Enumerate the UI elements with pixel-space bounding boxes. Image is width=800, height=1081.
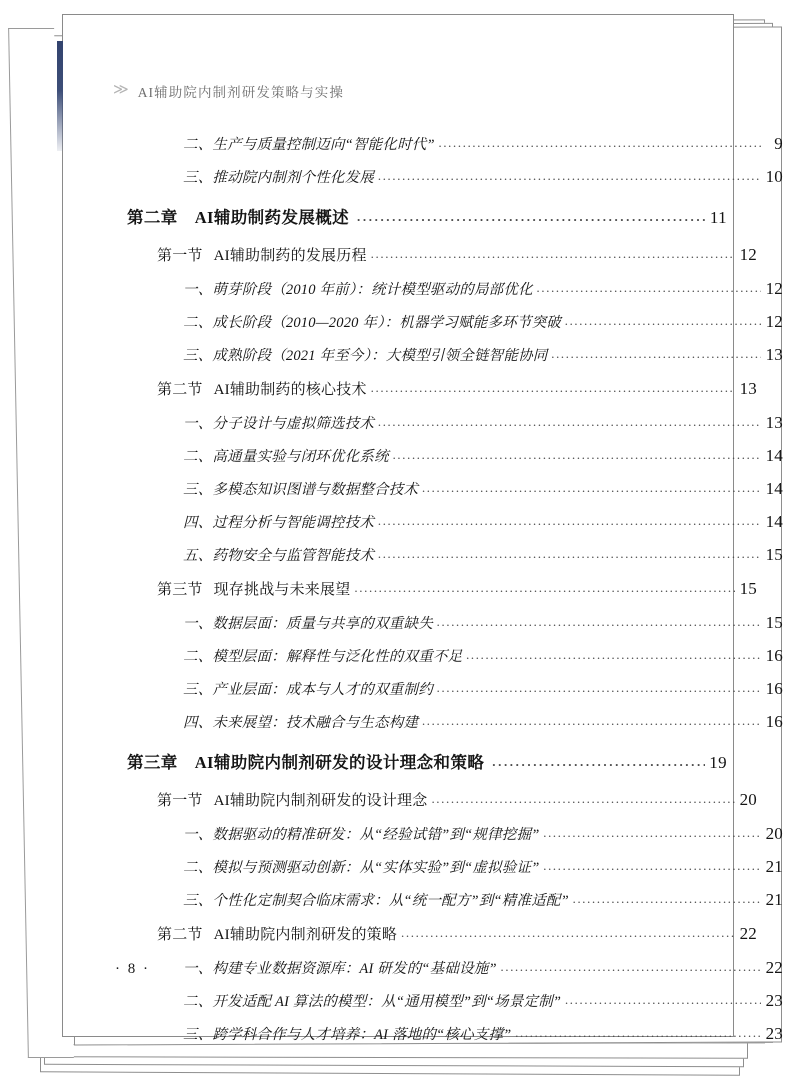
toc-entry-label [183,445,389,466]
toc-leader-dots [492,754,705,770]
table-of-contents [113,133,783,1056]
toc-entry-label [183,990,561,1011]
toc-entry-title: AI辅助制药的发展历程 [213,248,367,264]
toc-entry-page-number: 13 [739,379,757,398]
toc-entry-label [183,823,539,844]
toc-entry-item[interactable] [183,478,783,499]
toc-leader-dots [466,647,761,663]
toc-entry-label [183,856,539,877]
toc-entry-page-number: 10 [765,167,783,186]
toc-entry-item[interactable] [183,856,783,877]
toc-entry-label [183,133,435,154]
toc-entry-number: 第二节 [157,927,203,943]
toc-entry-number: 第三节 [157,582,203,598]
toc-entry-section[interactable] [157,244,757,265]
toc-entry-item[interactable] [183,344,783,365]
toc-entry-page-number: 16 [765,712,783,731]
toc-leader-dots [378,546,761,562]
toc-entry-page-number: 12 [765,312,783,331]
toc-entry-title: 二、高通量实验与闭环优化系统 [183,449,389,465]
toc-entry-title: 二、开发适配 AI 算法的模型：从“通用模型”到“场景定制” [183,994,562,1010]
toc-entry-section[interactable] [157,923,757,944]
toc-entry-item[interactable] [183,990,783,1011]
toc-leader-dots [354,580,735,596]
toc-entry-item[interactable] [183,133,783,154]
toc-entry-label [183,544,374,565]
toc-entry-title: 三、推动院内制剂个性化发展 [183,170,375,186]
toc-entry-section[interactable] [157,789,757,810]
toc-entry-label [127,204,349,228]
toc-entry-title: AI辅助制药发展概述 [194,208,350,227]
toc-entry-title: 三、跨学科合作与人才培养：AI 落地的“核心支撑” [183,1027,512,1043]
toc-entry-label [183,278,533,299]
page-folio: · 8 · [115,961,150,977]
toc-entry-title: 一、萌芽阶段（2010 年前）：统计模型驱动的局部优化 [183,282,533,298]
toc-entry-title: 三、产业层面：成本与人才的双重制约 [183,682,433,698]
running-header [113,81,693,101]
toc-entry-page-number: 19 [709,753,727,772]
toc-entry-page-number: 16 [765,646,783,665]
toc-entry-title: 四、过程分析与智能调控技术 [183,515,375,531]
toc-entry-title: 二、成长阶段（2010—2020 年）：机器学习赋能多环节突破 [183,315,561,331]
toc-leader-dots [565,992,761,1008]
toc-entry-title: 三、个性化定制契合临床需求：从“统一配方”到“精准适配” [183,893,569,909]
toc-leader-dots [437,614,761,630]
toc-entry-title: 一、分子设计与虚拟筛选技术 [183,416,375,432]
toc-leader-dots [393,447,761,463]
toc-entry-label [127,749,484,773]
toc-entry-label [157,923,397,944]
toc-entry-title: AI辅助院内制剂研发的设计理念和策略 [194,753,485,772]
left-edge-color-strip [57,41,63,151]
toc-entry-item[interactable] [183,445,783,466]
toc-page [62,14,783,1043]
toc-entry-page-number: 23 [765,1024,783,1043]
toc-entry-page-number: 11 [709,208,727,227]
double-chevron-right-icon: ≫ [113,81,127,98]
toc-entry-label [183,678,433,699]
toc-entry-label [183,511,374,532]
toc-entry-item[interactable] [183,889,783,910]
toc-entry-title: 三、成熟阶段（2021 年至今）：大模型引领全链智能协同 [183,348,548,364]
toc-entry-page-number: 20 [739,790,757,809]
toc-entry-page-number: 22 [765,958,783,977]
toc-leader-dots [422,480,761,496]
toc-entry-item[interactable] [183,1023,783,1044]
toc-entry-page-number: 13 [765,413,783,432]
toc-entry-number: 第二章 [127,208,178,227]
toc-leader-dots [543,825,761,841]
toc-entry-label [183,1023,511,1044]
toc-entry-item[interactable] [183,311,783,332]
toc-entry-label [183,166,374,187]
toc-leader-dots [501,959,761,975]
toc-entry-title: 一、数据层面：质量与共享的双重缺失 [183,616,433,632]
toc-leader-dots [378,168,761,184]
toc-leader-dots [515,1025,761,1041]
toc-entry-label [157,244,367,265]
toc-entry-item[interactable] [183,544,783,565]
toc-entry-label [183,478,418,499]
toc-entry-page-number: 14 [765,512,783,531]
toc-entry-item[interactable] [183,278,783,299]
toc-entry-title: 现存挑战与未来展望 [213,582,351,598]
toc-entry-label [183,612,433,633]
toc-entry-label [183,889,569,910]
toc-entry-page-number: 15 [739,579,757,598]
toc-entry-title: 一、数据驱动的精准研发：从“经验试错”到“规律挖掘” [183,827,540,843]
toc-entry-number: 第一节 [157,248,203,264]
toc-entry-title: 四、未来展望：技术融合与生态构建 [183,715,419,731]
toc-leader-dots [565,313,761,329]
toc-entry-page-number: 22 [739,924,757,943]
toc-entry-page-number: 23 [765,991,783,1010]
toc-entry-label [183,412,374,433]
toc-leader-dots [573,891,761,907]
toc-entry-chapter[interactable] [127,749,727,773]
toc-entry-item[interactable] [183,678,783,699]
toc-entry-title: AI辅助院内制剂研发的策略 [213,927,398,943]
toc-entry-label [157,578,350,599]
toc-entry-title: 三、多模态知识图谱与数据整合技术 [183,482,419,498]
toc-entry-item[interactable] [183,823,783,844]
toc-entry-number: 第二节 [157,382,203,398]
toc-entry-page-number: 21 [765,857,783,876]
toc-entry-title: 二、模拟与预测驱动创新：从“实体实验”到“虚拟验证” [183,860,540,876]
toc-entry-page-number: 15 [765,545,783,564]
toc-leader-dots [401,925,735,941]
toc-entry-title: 二、模型层面：解释性与泛化性的双重不足 [183,649,463,665]
toc-entry-item[interactable] [183,612,783,633]
toc-entry-title: 二、生产与质量控制迈向“智能化时代” [183,137,435,153]
toc-entry-item[interactable] [183,957,783,978]
toc-entry-page-number: 20 [765,824,783,843]
toc-entry-page-number: 13 [765,345,783,364]
toc-leader-dots [551,346,761,362]
toc-entry-chapter[interactable] [127,204,727,228]
toc-leader-dots [357,209,705,225]
toc-leader-dots [422,713,761,729]
toc-leader-dots [431,791,735,807]
toc-entry-title: AI辅助院内制剂研发的设计理念 [213,793,428,809]
toc-leader-dots [439,135,761,151]
toc-entry-number: 第三章 [127,753,178,772]
toc-entry-label [157,789,427,810]
toc-entry-page-number: 12 [739,245,757,264]
toc-entry-label [183,711,418,732]
toc-leader-dots [371,380,735,396]
toc-entry-page-number: 21 [765,890,783,909]
toc-entry-number: 第一节 [157,793,203,809]
toc-entry-item[interactable] [183,711,783,732]
toc-entry-item[interactable] [183,412,783,433]
toc-entry-item[interactable] [183,645,783,666]
toc-entry-label [183,344,547,365]
toc-entry-section[interactable] [157,378,757,399]
toc-entry-page-number: 9 [774,134,783,153]
toc-entry-label [183,957,497,978]
toc-entry-title: 一、构建专业数据资源库：AI 研发的“基础设施” [183,961,497,977]
toc-entry-page-number: 16 [765,679,783,698]
toc-leader-dots [543,858,761,874]
toc-entry-section[interactable] [157,578,757,599]
toc-entry-title: 五、药物安全与监管智能技术 [183,548,375,564]
toc-leader-dots [371,246,735,262]
running-header-title: AI辅助院内制剂研发策略与实操 [137,85,344,100]
toc-entry-item[interactable] [183,166,783,187]
toc-leader-dots [537,280,761,296]
toc-entry-label [183,311,561,332]
toc-entry-page-number: 12 [765,279,783,298]
toc-leader-dots [437,680,761,696]
toc-entry-page-number: 14 [765,479,783,498]
toc-leader-dots [378,513,761,529]
toc-entry-label [157,378,367,399]
toc-entry-title: AI辅助制药的核心技术 [213,382,367,398]
toc-entry-page-number: 15 [765,613,783,632]
toc-entry-label [183,645,462,666]
toc-leader-dots [378,414,761,430]
toc-entry-page-number: 14 [765,446,783,465]
toc-entry-item[interactable] [183,511,783,532]
